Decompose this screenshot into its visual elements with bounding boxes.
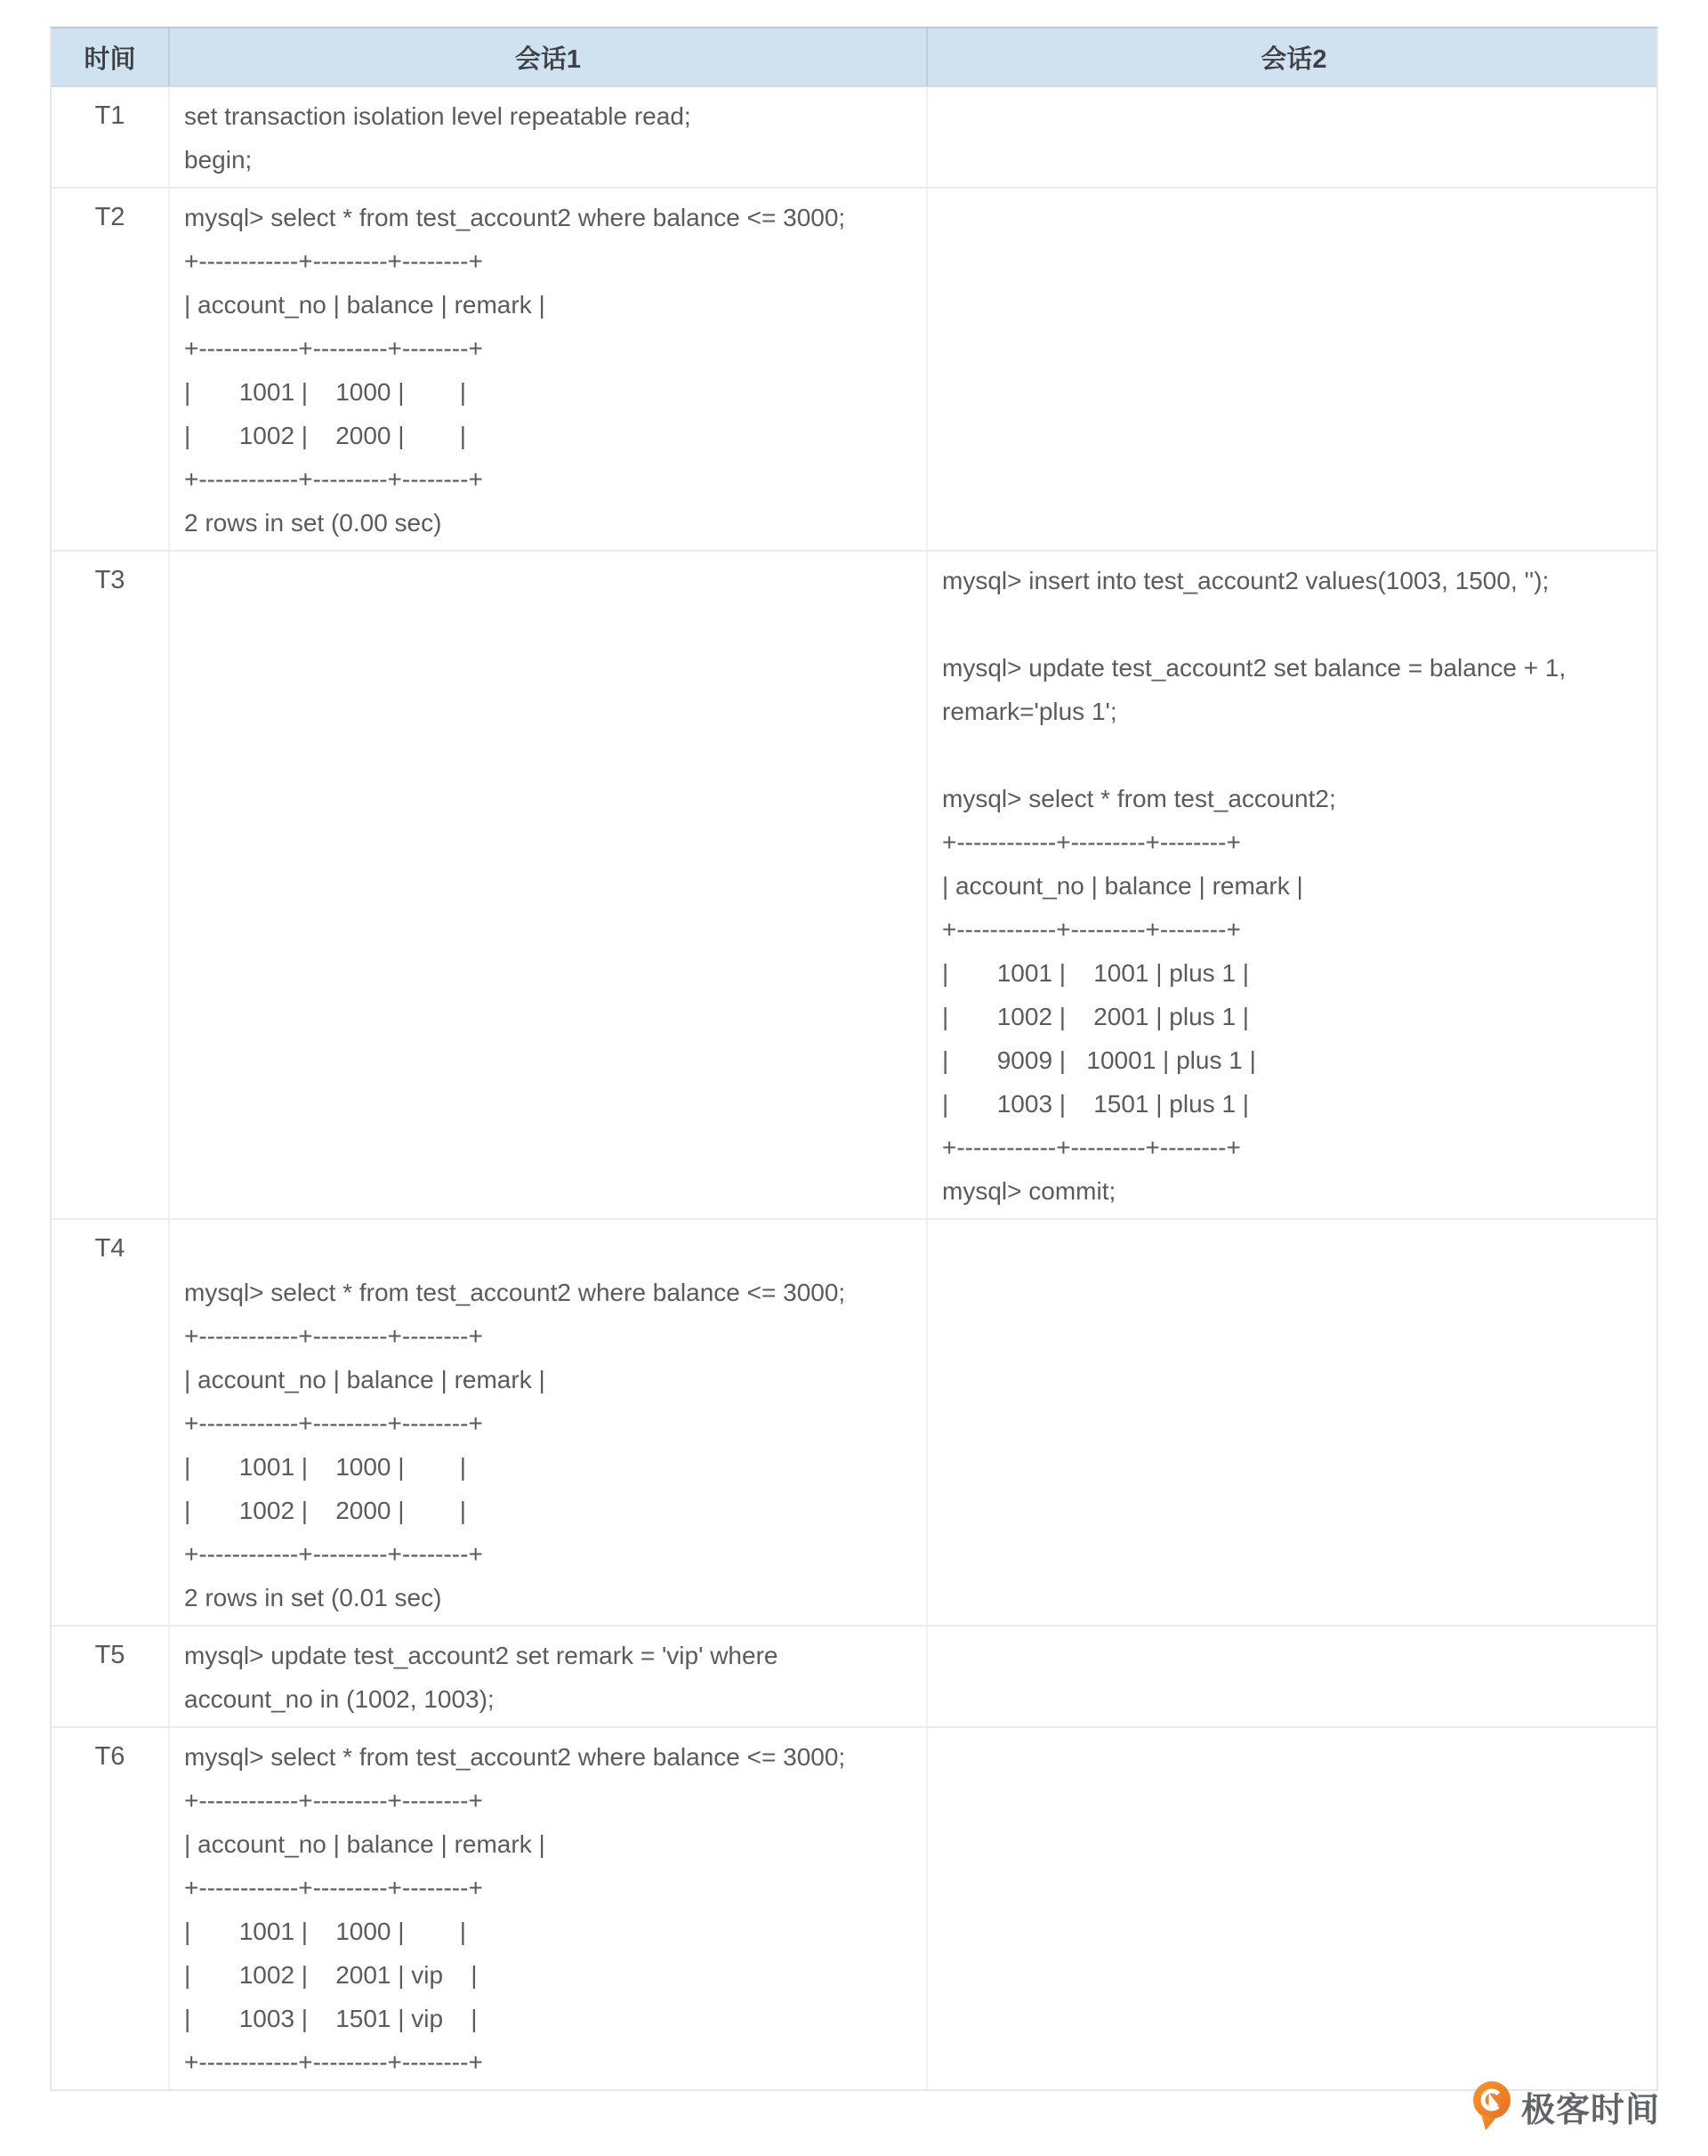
code-line [184, 1227, 912, 1271]
code-line: | 1002 | 2001 | vip | [184, 1961, 478, 1989]
code-line: account_no in (1002, 1003); [184, 1685, 495, 1713]
code-line: | account_no | balance | remark | [184, 1366, 545, 1393]
header-cell-session1: 会话1 [168, 28, 926, 85]
code-line: | account_no | balance | remark | [942, 872, 1303, 900]
session1-cell [168, 1627, 926, 1726]
table-row [52, 189, 1656, 552]
row-label: T1 [94, 101, 125, 130]
table-header-row [52, 28, 1656, 87]
session2-cell [926, 552, 1660, 1218]
row-label: T5 [94, 1641, 125, 1669]
code-line [942, 602, 1646, 646]
code-line: | 1001 | 1000 | | [184, 1453, 467, 1481]
row-label: T3 [94, 566, 125, 594]
code-line: +------------+---------+--------+ [942, 916, 1241, 943]
code-line: | account_no | balance | remark | [184, 291, 545, 319]
session2-cell [926, 1220, 1660, 1625]
code-line: | 1002 | 2001 | plus 1 | [942, 1003, 1250, 1030]
code-line: mysql> insert into test_account2 values(1003, 1500, ''); [942, 567, 1550, 594]
table-row [52, 1220, 1656, 1627]
code-line: mysql> select * from test_account2 where balance <= 3000; [184, 204, 846, 231]
code-line: +------------+---------+--------+ [184, 335, 483, 362]
row-label: T4 [94, 1234, 125, 1263]
row-label: T6 [94, 1742, 125, 1771]
code-line: | 1001 | 1001 | plus 1 | [942, 959, 1250, 987]
code-line [942, 733, 1646, 777]
table-row [52, 1627, 1656, 1728]
code-line: +------------+---------+--------+ [184, 465, 483, 493]
session1-cell [168, 552, 926, 1218]
code-line: mysql> update test_account2 set balance = balance + 1, [942, 654, 1567, 682]
code-line: mysql> select * from test_account2 where balance <= 3000; [184, 1279, 846, 1306]
transaction-timeline-table [50, 27, 1658, 2091]
code-line: +------------+---------+--------+ [184, 1540, 483, 1568]
code-line: remark='plus 1'; [942, 698, 1117, 725]
code-line: +------------+---------+--------+ [184, 247, 483, 275]
session2-cell [926, 87, 1660, 187]
code-line: 2 rows in set (0.01 sec) [184, 1584, 442, 1611]
code-line: +------------+---------+--------+ [184, 1322, 483, 1350]
session2-cell [926, 189, 1660, 550]
code-line: mysql> select * from test_account2 where balance <= 3000; [184, 1743, 846, 1771]
code-line: | 1003 | 1501 | vip | [184, 2005, 478, 2032]
code-line: +------------+---------+--------+ [184, 1874, 483, 1902]
code-line: +------------+---------+--------+ [184, 2048, 483, 2076]
code-line: begin; [184, 146, 253, 174]
session1-cell [168, 1728, 926, 2089]
header-cell-time: 时间 [84, 44, 136, 74]
code-line: mysql> update test_account2 set remark = 'vip' where [184, 1642, 778, 1669]
session2-cell [926, 1627, 1660, 1726]
code-line: | 1002 | 2000 | | [184, 422, 467, 449]
session1-cell [168, 87, 926, 187]
session1-cell [168, 1220, 926, 1625]
code-line: +------------+---------+--------+ [942, 828, 1241, 856]
table-row [52, 87, 1656, 189]
code-line: | account_no | balance | remark | [184, 1830, 545, 1858]
table-row [52, 552, 1656, 1220]
header-cell-session2: 会话2 [926, 28, 1660, 85]
code-line: +------------+---------+--------+ [184, 1787, 483, 1814]
code-line: +------------+---------+--------+ [184, 1409, 483, 1437]
code-line: mysql> select * from test_account2; [942, 785, 1336, 812]
row-label: T2 [94, 203, 125, 231]
code-line: set transaction isolation level repeatable read; [184, 102, 691, 130]
session1-cell [168, 189, 926, 550]
code-line: mysql> commit; [942, 1177, 1116, 1205]
table-row [52, 1728, 1656, 2089]
session2-cell [926, 1728, 1660, 2089]
code-line: 2 rows in set (0.00 sec) [184, 509, 442, 537]
brand-text: 极客时间 [1520, 2091, 1660, 2129]
code-line: | 9009 | 10001 | plus 1 | [942, 1046, 1256, 1074]
geektime-pin-icon [1471, 2080, 1512, 2132]
code-line: | 1001 | 1000 | | [184, 378, 467, 406]
code-line: +------------+---------+--------+ [942, 1134, 1241, 1161]
code-line: | 1003 | 1501 | plus 1 | [942, 1090, 1250, 1118]
code-line: | 1002 | 2000 | | [184, 1497, 467, 1524]
footer [1471, 2080, 1660, 2132]
code-line: | 1001 | 1000 | | [184, 1918, 467, 1945]
table-body [52, 87, 1656, 2089]
